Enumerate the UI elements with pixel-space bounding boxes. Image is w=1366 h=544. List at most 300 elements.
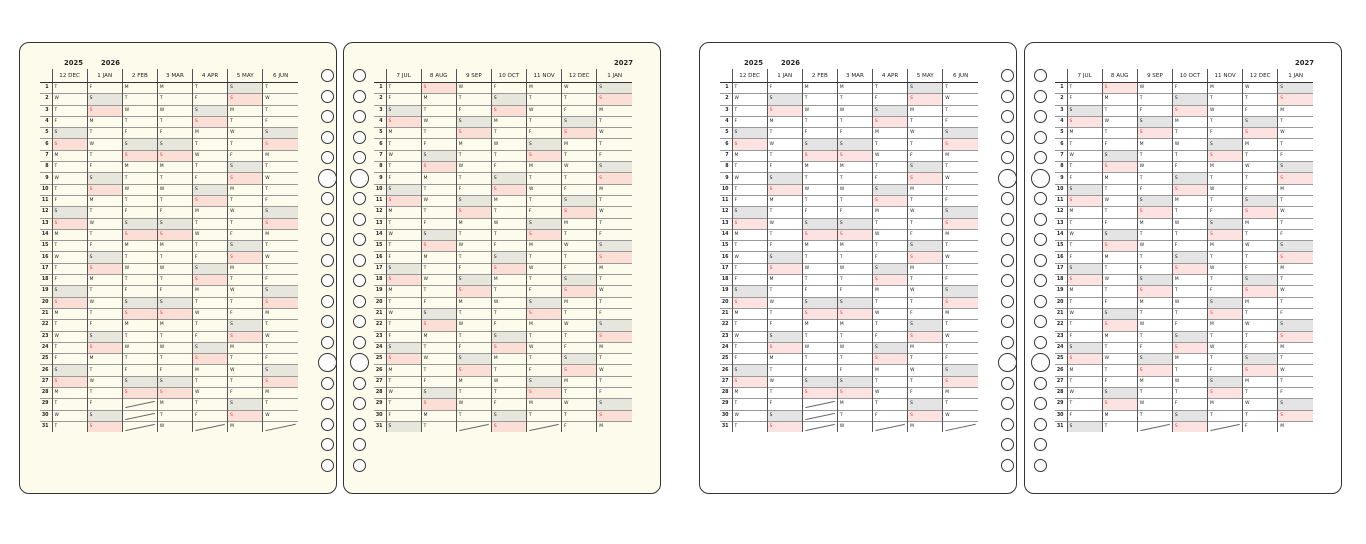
day-cell[interactable]: T — [263, 342, 298, 353]
day-cell[interactable]: S — [1102, 229, 1137, 240]
day-cell[interactable]: S — [157, 308, 192, 319]
day-cell[interactable]: S — [386, 275, 421, 286]
day-cell[interactable]: S — [386, 354, 421, 365]
day-cell[interactable]: S — [421, 399, 456, 410]
day-cell[interactable]: T — [193, 297, 228, 308]
day-cell[interactable]: S — [873, 342, 908, 353]
day-cell[interactable]: S — [193, 342, 228, 353]
day-cell[interactable]: M — [562, 297, 597, 308]
day-cell[interactable]: F — [562, 421, 597, 432]
day-cell[interactable]: S — [597, 94, 632, 105]
day-cell[interactable]: F — [157, 128, 192, 139]
day-cell[interactable]: T — [1137, 229, 1172, 240]
day-cell[interactable]: S — [1243, 354, 1278, 365]
day-cell[interactable]: S — [767, 252, 802, 263]
day-cell[interactable]: S — [1102, 388, 1137, 399]
day-cell[interactable]: M — [732, 229, 767, 240]
day-cell[interactable]: T — [1067, 399, 1102, 410]
day-cell[interactable]: T — [87, 308, 122, 319]
day-cell[interactable]: T — [1137, 410, 1172, 421]
day-cell[interactable]: W — [597, 207, 632, 218]
day-cell[interactable]: F — [52, 116, 87, 127]
day-cell[interactable]: M — [1208, 241, 1243, 252]
day-cell[interactable]: W — [767, 376, 802, 387]
day-cell[interactable]: M — [386, 365, 421, 376]
day-cell[interactable]: T — [837, 331, 872, 342]
day-cell[interactable]: M — [837, 162, 872, 173]
day-cell[interactable]: S — [562, 128, 597, 139]
day-cell[interactable]: F — [873, 252, 908, 263]
day-cell[interactable]: M — [873, 128, 908, 139]
day-cell[interactable]: S — [527, 139, 562, 150]
day-cell[interactable]: S — [908, 410, 943, 421]
day-cell[interactable]: W — [263, 173, 298, 184]
day-cell[interactable]: S — [732, 128, 767, 139]
day-cell[interactable]: F — [421, 297, 456, 308]
day-cell[interactable]: M — [597, 263, 632, 274]
day-cell[interactable]: T — [1172, 128, 1207, 139]
day-cell[interactable]: F — [1137, 105, 1172, 116]
day-cell[interactable]: S — [87, 410, 122, 421]
day-cell[interactable]: F — [597, 150, 632, 161]
day-cell[interactable]: T — [263, 241, 298, 252]
day-cell[interactable]: T — [908, 218, 943, 229]
day-cell[interactable]: S — [52, 297, 87, 308]
day-cell[interactable]: T — [562, 252, 597, 263]
day-cell[interactable]: S — [87, 342, 122, 353]
day-cell[interactable]: T — [122, 354, 157, 365]
day-cell[interactable]: T — [943, 399, 978, 410]
day-cell[interactable]: W — [157, 184, 192, 195]
day-cell[interactable]: F — [87, 241, 122, 252]
day-cell[interactable]: T — [837, 252, 872, 263]
day-cell[interactable]: S — [1102, 308, 1137, 319]
day-cell[interactable]: S — [597, 410, 632, 421]
day-cell[interactable]: S — [52, 128, 87, 139]
day-cell[interactable]: T — [562, 308, 597, 319]
day-cell[interactable]: F — [1278, 388, 1313, 399]
day-cell[interactable]: F — [386, 173, 421, 184]
day-cell[interactable]: T — [456, 252, 491, 263]
day-cell[interactable]: T — [1243, 308, 1278, 319]
day-cell[interactable]: T — [1208, 410, 1243, 421]
day-cell[interactable]: W — [157, 105, 192, 116]
day-cell[interactable]: T — [456, 331, 491, 342]
day-cell[interactable]: S — [157, 150, 192, 161]
day-cell[interactable]: S — [802, 218, 837, 229]
day-cell[interactable]: S — [943, 365, 978, 376]
day-cell[interactable]: W — [908, 365, 943, 376]
day-cell[interactable]: W — [767, 297, 802, 308]
day-cell[interactable]: M — [157, 162, 192, 173]
day-cell[interactable]: W — [873, 308, 908, 319]
day-cell[interactable]: T — [491, 388, 526, 399]
day-cell[interactable]: T — [456, 410, 491, 421]
day-cell[interactable]: T — [837, 94, 872, 105]
day-cell[interactable]: M — [597, 342, 632, 353]
day-cell[interactable]: F — [527, 286, 562, 297]
day-cell[interactable]: S — [87, 173, 122, 184]
day-cell[interactable]: S — [527, 388, 562, 399]
day-cell[interactable]: F — [1208, 207, 1243, 218]
day-cell[interactable]: F — [157, 286, 192, 297]
day-cell[interactable]: F — [802, 365, 837, 376]
day-cell[interactable]: S — [1278, 399, 1313, 410]
day-cell[interactable]: F — [263, 116, 298, 127]
day-cell[interactable]: F — [1172, 320, 1207, 331]
day-cell[interactable]: T — [421, 421, 456, 432]
day-cell[interactable]: S — [157, 139, 192, 150]
day-cell[interactable]: S — [52, 365, 87, 376]
day-cell[interactable]: S — [802, 308, 837, 319]
day-cell[interactable]: S — [1137, 354, 1172, 365]
day-cell[interactable]: T — [456, 229, 491, 240]
day-cell[interactable]: S — [1208, 376, 1243, 387]
day-cell[interactable]: T — [527, 116, 562, 127]
day-cell[interactable]: F — [228, 150, 263, 161]
day-cell[interactable]: S — [1102, 399, 1137, 410]
day-cell[interactable]: S — [943, 297, 978, 308]
day-cell[interactable]: F — [386, 252, 421, 263]
day-cell[interactable]: M — [386, 286, 421, 297]
day-cell[interactable]: S — [732, 297, 767, 308]
day-cell[interactable]: M — [456, 218, 491, 229]
day-cell[interactable]: S — [386, 263, 421, 274]
day-cell[interactable]: S — [421, 150, 456, 161]
day-cell[interactable]: W — [491, 376, 526, 387]
day-cell[interactable]: F — [527, 207, 562, 218]
day-cell[interactable]: T — [873, 241, 908, 252]
day-cell[interactable]: S — [908, 252, 943, 263]
day-cell[interactable]: S — [1137, 195, 1172, 206]
day-cell[interactable]: S — [1102, 150, 1137, 161]
day-cell[interactable]: M — [421, 94, 456, 105]
day-cell[interactable]: S — [157, 229, 192, 240]
day-cell[interactable]: S — [421, 241, 456, 252]
day-cell[interactable]: T — [263, 83, 298, 94]
day-cell[interactable]: F — [562, 184, 597, 195]
day-cell[interactable]: F — [1137, 263, 1172, 274]
day-cell[interactable]: W — [837, 421, 872, 432]
day-cell[interactable]: M — [527, 241, 562, 252]
day-cell[interactable]: T — [597, 139, 632, 150]
day-cell[interactable]: T — [122, 331, 157, 342]
day-cell[interactable]: S — [562, 116, 597, 127]
day-cell[interactable]: F — [491, 320, 526, 331]
day-cell[interactable]: T — [87, 388, 122, 399]
day-cell[interactable]: S — [87, 94, 122, 105]
day-cell[interactable]: S — [1172, 252, 1207, 263]
day-cell[interactable]: S — [193, 354, 228, 365]
day-cell[interactable]: T — [732, 342, 767, 353]
day-cell[interactable]: T — [122, 195, 157, 206]
day-cell[interactable]: F — [386, 331, 421, 342]
day-cell[interactable]: T — [386, 218, 421, 229]
day-cell[interactable]: T — [1067, 218, 1102, 229]
day-cell[interactable]: W — [421, 354, 456, 365]
day-cell[interactable]: W — [802, 342, 837, 353]
day-cell[interactable]: T — [1208, 252, 1243, 263]
day-cell[interactable]: S — [87, 421, 122, 432]
day-cell[interactable]: S — [421, 229, 456, 240]
day-cell[interactable]: T — [597, 297, 632, 308]
day-cell[interactable]: S — [837, 308, 872, 319]
day-cell[interactable]: W — [1102, 116, 1137, 127]
day-cell[interactable]: W — [732, 252, 767, 263]
day-cell[interactable]: F — [421, 376, 456, 387]
day-cell[interactable]: F — [456, 342, 491, 353]
day-cell[interactable]: W — [122, 105, 157, 116]
day-cell[interactable]: W — [802, 184, 837, 195]
day-cell[interactable]: F — [732, 195, 767, 206]
day-cell[interactable]: M — [1278, 421, 1313, 432]
day-cell[interactable]: F — [837, 286, 872, 297]
day-cell[interactable]: S — [491, 252, 526, 263]
day-cell[interactable]: T — [386, 297, 421, 308]
day-cell[interactable]: S — [943, 139, 978, 150]
day-cell[interactable]: F — [562, 263, 597, 274]
day-cell[interactable]: W — [421, 195, 456, 206]
day-cell[interactable]: S — [943, 128, 978, 139]
day-cell[interactable]: F — [1067, 252, 1102, 263]
day-cell[interactable]: M — [263, 229, 298, 240]
day-cell[interactable]: W — [456, 320, 491, 331]
day-cell[interactable]: F — [1067, 94, 1102, 105]
day-cell[interactable]: T — [263, 105, 298, 116]
day-cell[interactable]: S — [873, 263, 908, 274]
day-cell[interactable]: S — [456, 365, 491, 376]
day-cell[interactable]: W — [193, 229, 228, 240]
day-cell[interactable]: M — [1243, 218, 1278, 229]
day-cell[interactable]: W — [228, 128, 263, 139]
day-cell[interactable]: T — [1208, 94, 1243, 105]
day-cell[interactable]: T — [228, 139, 263, 150]
day-cell[interactable]: S — [1067, 116, 1102, 127]
day-cell[interactable]: S — [87, 184, 122, 195]
day-cell[interactable]: T — [87, 207, 122, 218]
day-cell[interactable]: S — [1278, 241, 1313, 252]
day-cell[interactable]: S — [908, 331, 943, 342]
day-cell[interactable]: T — [1172, 286, 1207, 297]
day-cell[interactable]: T — [527, 195, 562, 206]
day-cell[interactable]: M — [1102, 94, 1137, 105]
day-cell[interactable]: T — [802, 275, 837, 286]
day-cell[interactable]: S — [263, 297, 298, 308]
day-cell[interactable]: T — [1208, 354, 1243, 365]
day-cell[interactable]: F — [527, 365, 562, 376]
day-cell[interactable]: S — [597, 241, 632, 252]
day-cell[interactable]: W — [193, 388, 228, 399]
day-cell[interactable]: W — [1172, 376, 1207, 387]
day-cell[interactable]: S — [562, 195, 597, 206]
day-cell[interactable]: T — [597, 116, 632, 127]
day-cell[interactable]: F — [122, 207, 157, 218]
day-cell[interactable]: M — [87, 354, 122, 365]
day-cell[interactable]: T — [456, 94, 491, 105]
day-cell[interactable]: S — [527, 150, 562, 161]
day-cell[interactable]: M — [421, 252, 456, 263]
day-cell[interactable]: S — [1137, 128, 1172, 139]
day-cell[interactable]: M — [908, 342, 943, 353]
day-cell[interactable]: S — [732, 376, 767, 387]
day-cell[interactable]: W — [456, 83, 491, 94]
day-cell[interactable]: M — [87, 275, 122, 286]
day-cell[interactable]: W — [1243, 320, 1278, 331]
day-cell[interactable]: T — [386, 399, 421, 410]
day-cell[interactable]: T — [562, 150, 597, 161]
day-cell[interactable]: S — [1102, 320, 1137, 331]
day-cell[interactable]: T — [1278, 195, 1313, 206]
day-cell[interactable]: S — [1137, 365, 1172, 376]
day-cell[interactable]: M — [1137, 139, 1172, 150]
day-cell[interactable]: F — [1278, 150, 1313, 161]
day-cell[interactable]: S — [228, 252, 263, 263]
day-cell[interactable]: M — [87, 116, 122, 127]
day-cell[interactable]: F — [943, 116, 978, 127]
day-cell[interactable]: M — [1172, 195, 1207, 206]
day-cell[interactable]: S — [421, 162, 456, 173]
day-cell[interactable]: W — [802, 105, 837, 116]
day-cell[interactable]: W — [1137, 320, 1172, 331]
day-cell[interactable]: F — [491, 399, 526, 410]
day-cell[interactable]: M — [802, 320, 837, 331]
day-cell[interactable]: M — [802, 241, 837, 252]
day-cell[interactable]: S — [1278, 320, 1313, 331]
day-cell[interactable]: T — [87, 150, 122, 161]
day-cell[interactable]: S — [1067, 421, 1102, 432]
day-cell[interactable]: S — [1243, 116, 1278, 127]
day-cell[interactable]: F — [1243, 184, 1278, 195]
day-cell[interactable]: S — [491, 342, 526, 353]
day-cell[interactable]: F — [193, 94, 228, 105]
day-cell[interactable]: M — [157, 399, 192, 410]
day-cell[interactable]: T — [1102, 207, 1137, 218]
day-cell[interactable]: T — [802, 116, 837, 127]
day-cell[interactable]: T — [1102, 286, 1137, 297]
day-cell[interactable]: S — [527, 297, 562, 308]
day-cell[interactable]: T — [122, 94, 157, 105]
day-cell[interactable]: M — [1137, 218, 1172, 229]
day-cell[interactable]: M — [1208, 320, 1243, 331]
day-cell[interactable]: S — [87, 331, 122, 342]
day-cell[interactable]: F — [597, 229, 632, 240]
day-cell[interactable]: T — [767, 229, 802, 240]
day-cell[interactable]: T — [1137, 331, 1172, 342]
day-cell[interactable]: M — [597, 421, 632, 432]
day-cell[interactable]: T — [597, 218, 632, 229]
day-cell[interactable]: T — [157, 410, 192, 421]
day-cell[interactable]: W — [527, 342, 562, 353]
day-cell[interactable]: T — [732, 105, 767, 116]
day-cell[interactable]: T — [837, 195, 872, 206]
day-cell[interactable]: S — [1243, 195, 1278, 206]
day-cell[interactable]: T — [52, 83, 87, 94]
day-cell[interactable]: S — [263, 128, 298, 139]
day-cell[interactable]: M — [837, 320, 872, 331]
day-cell[interactable]: S — [1278, 331, 1313, 342]
day-cell[interactable]: W — [87, 376, 122, 387]
day-cell[interactable]: S — [597, 331, 632, 342]
day-cell[interactable]: S — [491, 94, 526, 105]
day-cell[interactable]: W — [228, 207, 263, 218]
day-cell[interactable]: F — [1208, 128, 1243, 139]
day-cell[interactable]: F — [873, 94, 908, 105]
day-cell[interactable]: S — [1137, 286, 1172, 297]
day-cell[interactable]: T — [491, 286, 526, 297]
day-cell[interactable]: T — [1208, 173, 1243, 184]
day-cell[interactable]: S — [732, 286, 767, 297]
day-cell[interactable]: M — [456, 376, 491, 387]
day-cell[interactable]: S — [943, 207, 978, 218]
day-cell[interactable]: M — [1102, 173, 1137, 184]
day-cell[interactable]: F — [767, 241, 802, 252]
day-cell[interactable]: F — [732, 354, 767, 365]
day-cell[interactable]: M — [491, 195, 526, 206]
day-cell[interactable]: T — [732, 162, 767, 173]
day-cell[interactable]: T — [873, 218, 908, 229]
day-cell[interactable]: T — [767, 207, 802, 218]
day-cell[interactable]: F — [1172, 241, 1207, 252]
day-cell[interactable]: T — [1172, 308, 1207, 319]
day-cell[interactable]: T — [386, 83, 421, 94]
day-cell[interactable]: W — [87, 218, 122, 229]
day-cell[interactable]: S — [767, 105, 802, 116]
day-cell[interactable]: S — [491, 105, 526, 116]
day-cell[interactable]: F — [943, 195, 978, 206]
day-cell[interactable]: F — [491, 83, 526, 94]
day-cell[interactable]: S — [943, 376, 978, 387]
day-cell[interactable]: S — [802, 376, 837, 387]
day-cell[interactable]: W — [873, 388, 908, 399]
day-cell[interactable]: S — [767, 184, 802, 195]
day-cell[interactable]: T — [157, 275, 192, 286]
day-cell[interactable]: S — [908, 83, 943, 94]
day-cell[interactable]: T — [943, 263, 978, 274]
day-cell[interactable]: W — [732, 331, 767, 342]
day-cell[interactable]: T — [228, 297, 263, 308]
day-cell[interactable]: M — [456, 139, 491, 150]
day-cell[interactable]: S — [491, 173, 526, 184]
day-cell[interactable]: W — [597, 286, 632, 297]
day-cell[interactable]: S — [1243, 275, 1278, 286]
day-cell[interactable]: W — [228, 365, 263, 376]
day-cell[interactable]: T — [1137, 252, 1172, 263]
day-cell[interactable]: T — [1067, 376, 1102, 387]
day-cell[interactable]: F — [421, 139, 456, 150]
day-cell[interactable]: M — [1067, 207, 1102, 218]
day-cell[interactable]: S — [87, 105, 122, 116]
day-cell[interactable]: M — [193, 286, 228, 297]
day-cell[interactable]: M — [1243, 297, 1278, 308]
day-cell[interactable]: W — [1278, 286, 1313, 297]
day-cell[interactable]: F — [1243, 342, 1278, 353]
day-cell[interactable]: M — [908, 421, 943, 432]
day-cell[interactable]: W — [1278, 365, 1313, 376]
day-cell[interactable]: T — [1243, 150, 1278, 161]
day-cell[interactable]: T — [802, 173, 837, 184]
day-cell[interactable]: S — [122, 229, 157, 240]
day-cell[interactable]: M — [421, 173, 456, 184]
day-cell[interactable]: T — [193, 376, 228, 387]
day-cell[interactable]: S — [1172, 105, 1207, 116]
day-cell[interactable]: F — [456, 184, 491, 195]
day-cell[interactable]: T — [52, 263, 87, 274]
day-cell[interactable]: F — [837, 128, 872, 139]
day-cell[interactable]: S — [193, 105, 228, 116]
day-cell[interactable]: T — [943, 162, 978, 173]
day-cell[interactable]: W — [52, 94, 87, 105]
day-cell[interactable]: F — [87, 320, 122, 331]
